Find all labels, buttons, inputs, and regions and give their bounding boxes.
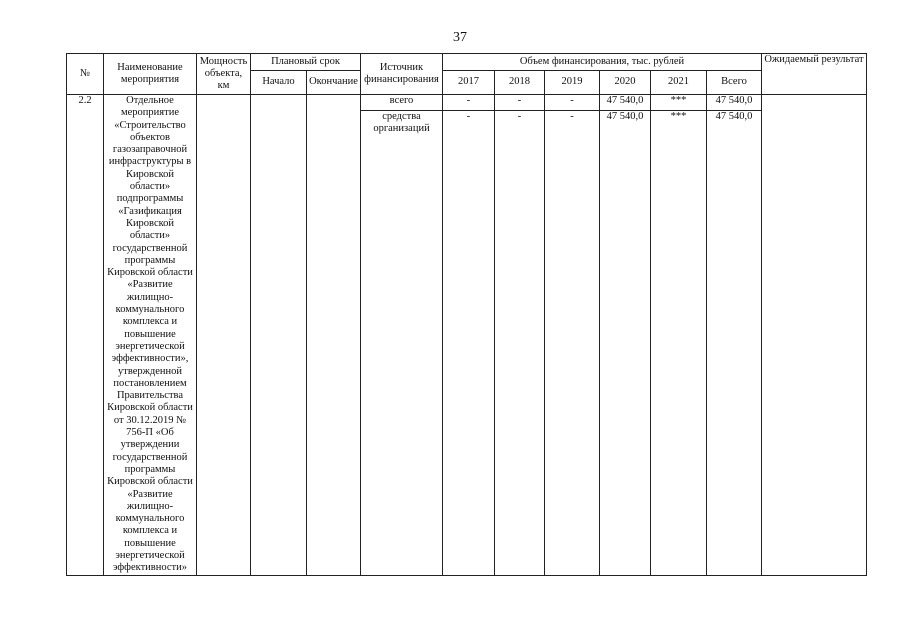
source-total-2020: 47 540,0 (600, 95, 651, 111)
source-org-2018: - (495, 111, 545, 576)
row-name: Отдельное мероприятие «Строительство объектов газозаправочной инфраструктуры в Кировской области» подпрограммы «Газификация Кировской области» государственной программы Кировской области «Развитие жилищно-коммунального комплекса и повышение энергетической эффективности», утвержденной постановлением Правительства Кировской области от 30.12.2019 № 756-П «Об утверждении государственной программы Кировской области «Развитие жилищно-коммунального комплекса и повышение энергетической эффективности» (104, 95, 197, 576)
header-source: Источник финансирования (361, 54, 443, 95)
header-num: № (67, 54, 104, 95)
source-org-label: средства организаций (361, 111, 443, 576)
source-org-2019: - (545, 111, 600, 576)
header-funding: Объем финансирования, тыс. рублей (443, 54, 762, 71)
table-row (67, 95, 867, 111)
source-total-2019: - (545, 95, 600, 111)
header-total: Всего (707, 71, 762, 95)
source-total-sum: 47 540,0 (707, 95, 762, 111)
source-org-2020: 47 540,0 (600, 111, 651, 576)
header-result: Ожидаемый результат (762, 54, 867, 95)
row-end (307, 95, 361, 576)
source-org-2017: - (443, 111, 495, 576)
source-org-2021: *** (651, 111, 707, 576)
source-org-sum: 47 540,0 (707, 111, 762, 576)
financing-table (66, 53, 867, 576)
source-total-2018: - (495, 95, 545, 111)
page-number: 37 (453, 30, 467, 45)
source-total-2021: *** (651, 95, 707, 111)
source-total-label: всего (361, 95, 443, 111)
row-start (251, 95, 307, 576)
header-year-2018: 2018 (495, 71, 545, 95)
header-name: Наименование мероприятия (104, 54, 197, 95)
source-total-2017: - (443, 95, 495, 111)
row-num: 2.2 (67, 95, 104, 576)
header-plan-end: Окончание (307, 71, 361, 95)
header-year-2020: 2020 (600, 71, 651, 95)
header-year-2017: 2017 (443, 71, 495, 95)
header-capacity: Мощность объекта, км (197, 54, 251, 95)
row-result (762, 95, 867, 576)
header-year-2021: 2021 (651, 71, 707, 95)
row-capacity (197, 95, 251, 576)
header-plan-start: Начало (251, 71, 307, 95)
header-year-2019: 2019 (545, 71, 600, 95)
header-plan-term: Плановый срок (251, 54, 361, 71)
